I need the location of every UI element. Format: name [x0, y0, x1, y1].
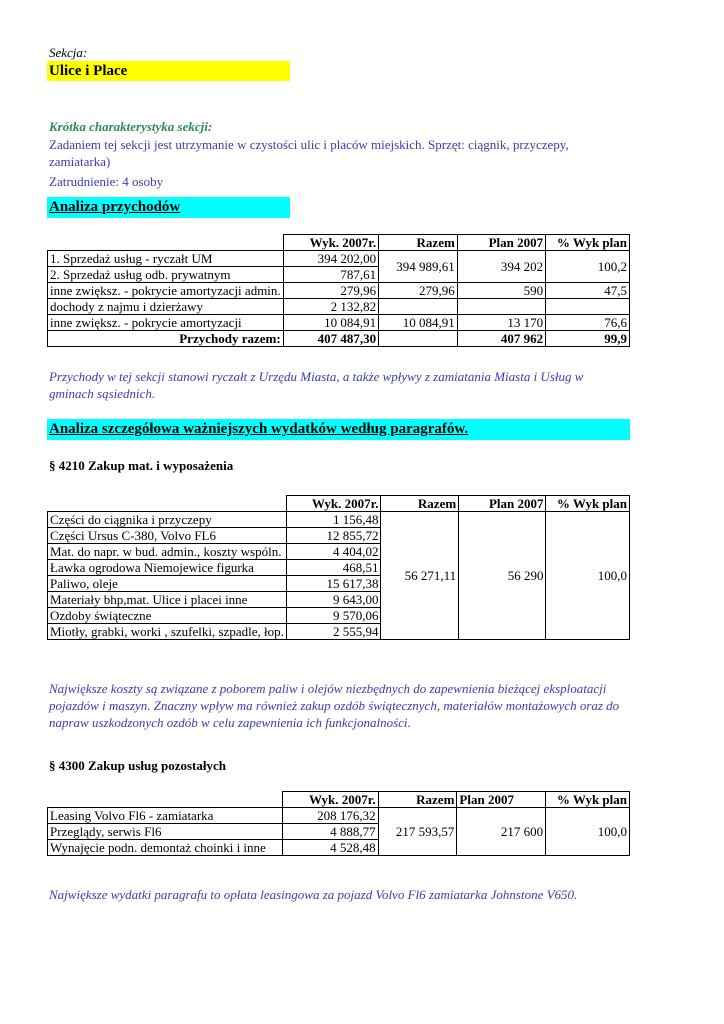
row-name: Materiały bhp,mat. Ulice i placei inne	[48, 592, 287, 608]
row-wyk: 9 643,00	[286, 592, 381, 608]
col-wyk: Wyk. 2007r.	[286, 496, 381, 512]
row-name: Części Ursus C-380, Volvo FL6	[48, 528, 287, 544]
row-name: Wynajęcie podn. demontaż choinki i inne	[48, 840, 283, 856]
row-wyk: 10 084,91	[283, 315, 378, 331]
row-name: 1. Sprzedaż usług - ryczałt UM	[48, 251, 284, 267]
row-name: dochody z najmu i dzierżawy	[48, 299, 284, 315]
total-label: Przychody razem:	[48, 331, 284, 347]
income-note: Przychody w tej sekcji stanowi ryczałt z Urzędu Miasta, a także wpływy z zamiatania Miasta i Usług w gminach sąsiednich.	[49, 369, 584, 401]
section-title: Ulice i Place	[47, 61, 290, 81]
row-empty	[457, 299, 545, 315]
merged-razem: 394 989,61	[379, 251, 458, 283]
row-wyk: 208 176,32	[282, 808, 378, 824]
expense-4300-table	[47, 791, 630, 856]
merged-pct: 100,0	[546, 512, 630, 640]
merged-plan: 217 600	[457, 808, 546, 856]
row-name: Ozdoby świąteczne	[48, 608, 287, 624]
row-name: Przeglądy, serwis Fl6	[48, 824, 283, 840]
total-empty	[379, 331, 458, 347]
expense-4210-table	[47, 495, 630, 640]
table-row	[48, 808, 630, 824]
col-wyk: Wyk. 2007r.	[282, 792, 378, 808]
table-corner	[48, 496, 287, 512]
characteristic-label: Krótka charakterystyka sekcji:	[49, 119, 213, 134]
income-table	[47, 234, 630, 347]
row-name: inne zwiększ. - pokrycie amortyzacji	[48, 315, 284, 331]
row-pct: 76,6	[546, 315, 630, 331]
col-pct: % Wyk plan	[546, 496, 630, 512]
characteristic-text: Zadaniem tej sekcji jest utrzymanie w czystości ulic i placów miejskich. Sprzęt: ciągnik, przyczepy, zamiatarka)	[49, 137, 569, 169]
table-row	[48, 512, 630, 528]
merged-plan: 56 290	[459, 512, 546, 640]
row-empty	[546, 299, 630, 315]
row-name: Części do ciągnika i przyczepy	[48, 512, 287, 528]
row-wyk: 279,96	[283, 283, 378, 299]
table-header-row	[48, 792, 630, 808]
paragraph-4210-title: § 4210 Zakup mat. i wyposażenia	[49, 458, 234, 473]
row-razem: 10 084,91	[379, 315, 458, 331]
paragraph-4300-note: Największe wydatki paragrafu to opłata leasingowa za pojazd Volvo Fl6 zamiatarka Johnstone V650.	[49, 887, 578, 902]
row-razem: 279,96	[379, 283, 458, 299]
table-corner	[48, 235, 284, 251]
row-wyk: 468,51	[286, 560, 381, 576]
table-row	[48, 251, 630, 267]
row-wyk: 15 617,38	[286, 576, 381, 592]
table-row	[48, 283, 630, 299]
row-name: Mat. do napr. w bud. admin., koszty wspóln.	[48, 544, 287, 560]
col-pct: % Wyk plan	[546, 235, 630, 251]
merged-plan: 394 202	[457, 251, 545, 283]
merged-pct: 100,0	[546, 808, 630, 856]
total-plan: 407 962	[457, 331, 545, 347]
col-razem: Razem	[378, 792, 457, 808]
row-wyk: 1 156,48	[286, 512, 381, 528]
table-row	[48, 315, 630, 331]
section-label: Sekcja:	[49, 45, 88, 60]
row-pct: 47,5	[546, 283, 630, 299]
row-wyk: 787,61	[283, 267, 378, 283]
col-plan: Plan 2007	[457, 235, 545, 251]
row-name: Paliwo, oleje	[48, 576, 287, 592]
row-name: Miotły, grabki, worki , szufelki, szpadle, łop.	[48, 624, 287, 640]
table-corner	[48, 792, 283, 808]
row-empty	[379, 299, 458, 315]
total-pct: 99,9	[546, 331, 630, 347]
row-wyk: 9 570,06	[286, 608, 381, 624]
row-wyk: 2 555,94	[286, 624, 381, 640]
merged-razem: 217 593,57	[378, 808, 457, 856]
table-header-row	[48, 496, 630, 512]
row-name: 2. Sprzedaż usług odb. prywatnym	[48, 267, 284, 283]
total-row	[48, 331, 630, 347]
merged-pct: 100,2	[546, 251, 630, 283]
col-wyk: Wyk. 2007r.	[283, 235, 378, 251]
row-wyk: 394 202,00	[283, 251, 378, 267]
row-wyk: 4 404,02	[286, 544, 381, 560]
row-plan: 590	[457, 283, 545, 299]
row-wyk: 12 855,72	[286, 528, 381, 544]
expenses-heading: Analiza szczegółowa ważniejszych wydatków według paragrafów.	[47, 419, 630, 440]
col-razem: Razem	[379, 235, 458, 251]
row-wyk: 4 528,48	[282, 840, 378, 856]
col-razem: Razem	[381, 496, 459, 512]
row-name: Ławka ogrodowa Niemojewice figurka	[48, 560, 287, 576]
paragraph-4210-note: Największe koszty są związane z poborem paliw i olejów niezbędnych do zapewnienia bieżącej eksploatacji pojazdów i maszyn. Znaczny wpływ ma również zakup ozdób świątecznych, materiałów montażowych oraz do napraw uszkodzonych ozdób w celu zapewnienia ich funkcjonalności.	[49, 681, 620, 730]
table-header-row	[48, 235, 630, 251]
table-row	[48, 299, 630, 315]
merged-razem: 56 271,11	[381, 512, 459, 640]
row-wyk: 2 132,82	[283, 299, 378, 315]
row-wyk: 4 888,77	[282, 824, 378, 840]
col-pct: % Wyk plan	[546, 792, 630, 808]
col-plan: Plan 2007	[459, 496, 546, 512]
col-plan: Plan 2007	[457, 792, 546, 808]
employment-text: Zatrudnienie: 4 osoby	[49, 174, 164, 189]
total-wyk: 407 487,30	[283, 331, 378, 347]
row-plan: 13 170	[457, 315, 545, 331]
paragraph-4300-title: § 4300 Zakup usług pozostałych	[49, 758, 226, 773]
row-name: Leasing Volvo Fl6 - zamiatarka	[48, 808, 283, 824]
income-heading: Analiza przychodów	[47, 197, 290, 218]
row-name: inne zwiększ. - pokrycie amortyzacji admin.	[48, 283, 284, 299]
